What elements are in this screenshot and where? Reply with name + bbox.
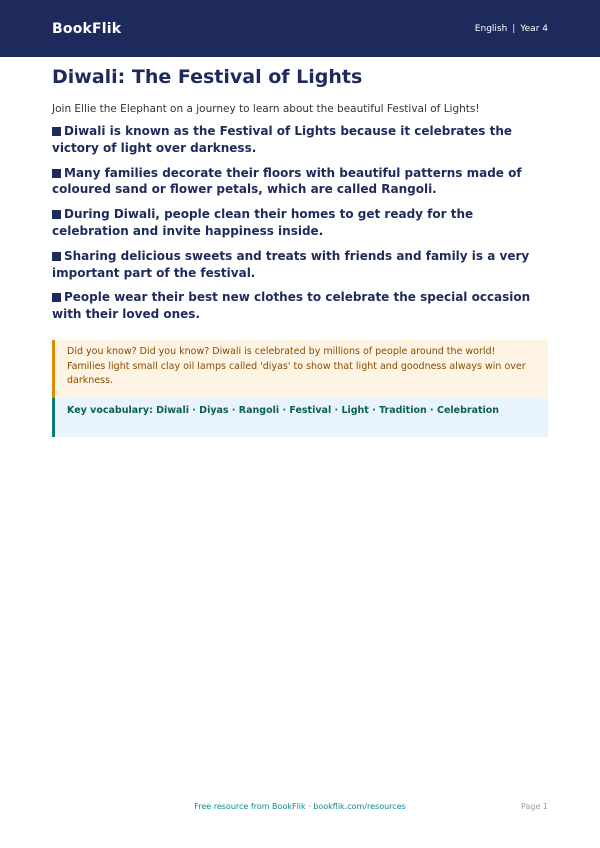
list-item bbox=[52, 165, 548, 199]
list-item-text: Many families decorate their floors with beautiful patterns made of coloured sand or flower petals, which are called Rangoli. bbox=[52, 165, 522, 197]
header-bar bbox=[0, 0, 600, 57]
fact-list bbox=[52, 123, 548, 323]
subject-label: English bbox=[474, 23, 508, 34]
list-item-text: During Diwali, people clean their homes to get ready for the celebration and invite happiness inside. bbox=[52, 207, 474, 238]
page-number: Page 1 bbox=[521, 802, 548, 811]
footer bbox=[52, 802, 548, 811]
list-item-text: People wear their best new clothes to celebrate the special occasion with their loved ones. bbox=[52, 290, 531, 322]
square-bullet-icon bbox=[52, 127, 61, 136]
key-vocabulary: Key vocabulary: Diwali · Diyas · Rangoli · Festival · Light · Tradition · Celebration bbox=[67, 405, 500, 417]
intro-text: Join Ellie the Elephant on a journey to learn about the beautiful Festival of Lights! bbox=[52, 102, 480, 115]
square-bullet-icon bbox=[52, 210, 61, 219]
square-bullet-icon bbox=[52, 293, 61, 302]
list-item bbox=[52, 206, 548, 240]
brand-logo[interactable]: BookFlik bbox=[52, 20, 122, 37]
page-title: Diwali: The Festival of Lights bbox=[52, 66, 363, 88]
footer-resource-link[interactable]: Free resource from BookFlik · bookflik.com/resources bbox=[194, 802, 406, 811]
main-content bbox=[0, 66, 600, 437]
list-item-text: Diwali is known as the Festival of Lights because it celebrates the victory of light over darkness. bbox=[52, 123, 513, 155]
did-you-know-box: Did you know? Did you know? Diwali is celebrated by millions of people around the world! Families light small clay oil lamps called 'diyas' to show that light and goodness always win over darkness. bbox=[52, 340, 548, 398]
meta-separator: | bbox=[512, 23, 516, 34]
square-bullet-icon bbox=[52, 252, 61, 261]
list-item-text: Sharing delicious sweets and treats with friends and family is a very important part of the festival. bbox=[52, 248, 530, 280]
list-item bbox=[52, 123, 548, 157]
list-item bbox=[52, 248, 548, 282]
square-bullet-icon bbox=[52, 169, 61, 178]
list-item bbox=[52, 289, 548, 323]
callout-box bbox=[52, 340, 548, 437]
header-meta bbox=[475, 24, 548, 34]
year-label: Year 4 bbox=[520, 23, 548, 34]
